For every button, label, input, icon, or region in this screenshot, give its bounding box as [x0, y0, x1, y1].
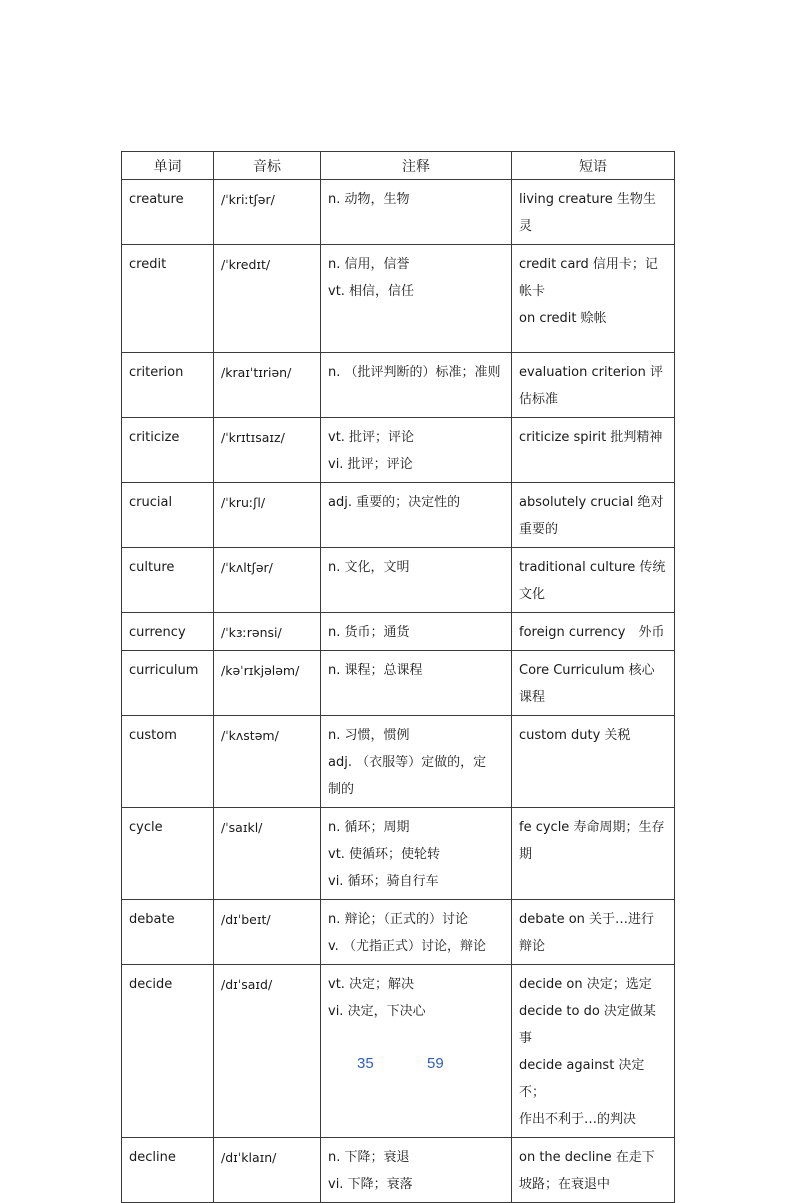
phrase-cell	[512, 651, 675, 716]
gloss-line: vi. 循环；骑自行车	[328, 874, 439, 889]
phonetic-cell: /dɪˈsaɪd/	[214, 965, 321, 1138]
phrase-cell	[512, 808, 675, 900]
gloss-line: vi. 决定，下决心	[328, 1004, 426, 1019]
phrase-line: evaluation criterion 评	[519, 365, 663, 380]
phrase-cell	[512, 716, 675, 808]
phonetic-cell: /kəˈrɪkjələm/	[214, 651, 321, 716]
phrase-line: 坡路；在衰退中	[519, 1177, 611, 1192]
gloss-cell	[321, 651, 512, 716]
phonetic-cell: /kraɪˈtɪriən/	[214, 353, 321, 418]
table-row	[122, 900, 675, 965]
gloss-line: n. 货币；通货	[328, 625, 410, 640]
gloss-cell	[321, 483, 512, 548]
gloss-line: vi. 下降；衰落	[328, 1177, 413, 1192]
gloss-line: vt. 批评；评论	[328, 430, 415, 445]
phrase-line: on credit 赊帐	[519, 311, 607, 326]
phrase-line: 事	[519, 1031, 533, 1046]
gloss-line: n. 辩论；（正式的）讨论	[328, 912, 469, 927]
word-cell: culture	[122, 548, 214, 613]
phrase-cell	[512, 1138, 675, 1203]
phrase-cell	[512, 180, 675, 245]
phrase-line: 重要的	[519, 522, 559, 537]
gloss-line: adj. 重要的；决定性的	[328, 495, 461, 510]
phonetic-cell: /ˈkruːʃl/	[214, 483, 321, 548]
phrase-cell	[512, 353, 675, 418]
word-cell: crucial	[122, 483, 214, 548]
gloss-line: n. 习惯，惯例	[328, 728, 410, 743]
phrase-cell	[512, 245, 675, 353]
word-cell: credit	[122, 245, 214, 353]
phrase-line: decide against 决定不；	[519, 1058, 645, 1100]
phrase-cell	[512, 900, 675, 965]
phrase-cell	[512, 483, 675, 548]
gloss-line: n. 课程；总课程	[328, 663, 423, 678]
gloss-line: n. 下降；衰退	[328, 1150, 410, 1165]
table-row	[122, 353, 675, 418]
phrase-line: 帐卡	[519, 284, 546, 299]
gloss-line: v. （尤指正式）讨论，辩论	[328, 939, 486, 954]
table-row	[122, 180, 675, 245]
gloss-cell	[321, 900, 512, 965]
gloss-line: vt. 相信，信任	[328, 284, 415, 299]
gloss-cell	[321, 613, 512, 651]
phrase-line: foreign currency 外币	[519, 625, 665, 640]
gloss-line: vt. 使循环；使轮转	[328, 847, 441, 862]
table-row	[122, 808, 675, 900]
gloss-cell	[321, 1138, 512, 1203]
phrase-cell	[512, 548, 675, 613]
phrase-line: living creature 生物生灵	[519, 192, 656, 234]
phrase-line: decide to do 决定做某	[519, 1004, 656, 1019]
gloss-cell	[321, 180, 512, 245]
page-number-left: 35	[357, 1055, 374, 1072]
phrase-cell	[512, 965, 675, 1138]
gloss-cell	[321, 245, 512, 353]
vocabulary-table	[121, 151, 675, 1203]
table-row	[122, 716, 675, 808]
phrase-line: 辩论	[519, 939, 546, 954]
gloss-line: adj. （衣服等）定做的，定	[328, 755, 487, 770]
phrase-line: debate on 关于…进行	[519, 912, 655, 927]
phrase-line: custom duty 关税	[519, 728, 631, 743]
phonetic-cell: /ˈkrɪtɪsaɪz/	[214, 418, 321, 483]
phrase-line: on the decline 在走下	[519, 1150, 655, 1165]
phrase-line: absolutely crucial 绝对	[519, 495, 664, 510]
gloss-line: 制的	[328, 782, 355, 797]
table-body	[122, 180, 675, 1203]
phrase-cell	[512, 613, 675, 651]
phrase-line: 课程	[519, 690, 546, 705]
header-phonetic: 音标	[214, 152, 321, 180]
phrase-cell	[512, 418, 675, 483]
phrase-line: 期	[519, 847, 533, 862]
table-row	[122, 245, 675, 353]
table-row	[122, 613, 675, 651]
word-cell: custom	[122, 716, 214, 808]
word-cell: decide	[122, 965, 214, 1138]
gloss-cell	[321, 716, 512, 808]
table-row	[122, 651, 675, 716]
phrase-line: Core Curriculum 核心	[519, 663, 655, 678]
page-number-right: 59	[427, 1055, 444, 1072]
word-cell: cycle	[122, 808, 214, 900]
phonetic-cell: /ˈkʌltʃər/	[214, 548, 321, 613]
table-row	[122, 483, 675, 548]
gloss-cell	[321, 808, 512, 900]
table-row	[122, 1138, 675, 1203]
phonetic-cell: /ˈkriːtʃər/	[214, 180, 321, 245]
word-cell: decline	[122, 1138, 214, 1203]
table-row	[122, 548, 675, 613]
phrase-line: criticize spirit 批判精神	[519, 430, 663, 445]
phrase-line: 文化	[519, 587, 546, 602]
phrase-line: 估标准	[519, 392, 559, 407]
gloss-line: n. （批评判断的）标准；准则	[328, 365, 501, 380]
phrase-line: fe cycle 寿命周期；生存	[519, 820, 665, 835]
gloss-line: n. 信用，信誉	[328, 257, 410, 272]
header-gloss: 注释	[321, 152, 512, 180]
phonetic-cell: /ˈsaɪkl/	[214, 808, 321, 900]
gloss-line: vt. 决定；解决	[328, 977, 415, 992]
phonetic-cell: /ˈkʌstəm/	[214, 716, 321, 808]
word-cell: criterion	[122, 353, 214, 418]
gloss-line: vi. 批评；评论	[328, 457, 413, 472]
gloss-line: n. 循环；周期	[328, 820, 410, 835]
word-cell: creature	[122, 180, 214, 245]
gloss-cell	[321, 548, 512, 613]
gloss-cell	[321, 353, 512, 418]
phonetic-cell: /dɪˈklaɪn/	[214, 1138, 321, 1203]
table-row	[122, 965, 675, 1138]
word-cell: curriculum	[122, 651, 214, 716]
table-row	[122, 418, 675, 483]
phonetic-cell: /dɪˈbeɪt/	[214, 900, 321, 965]
table-header-row	[122, 152, 675, 180]
gloss-line: n. 文化，文明	[328, 560, 410, 575]
page-footer	[0, 1055, 800, 1077]
header-word: 单词	[122, 152, 214, 180]
header-phrase: 短语	[512, 152, 675, 180]
gloss-line: n. 动物，生物	[328, 192, 410, 207]
phrase-line: traditional culture 传统	[519, 560, 666, 575]
phrase-line: decide on 决定；选定	[519, 977, 652, 992]
phrase-line: 作出不利于…的判决	[519, 1112, 637, 1127]
phrase-line: credit card 信用卡；记	[519, 257, 658, 272]
gloss-cell	[321, 418, 512, 483]
phonetic-cell: /ˈkɜːrənsi/	[214, 613, 321, 651]
phonetic-cell: /ˈkredɪt/	[214, 245, 321, 353]
gloss-cell	[321, 965, 512, 1138]
word-cell: debate	[122, 900, 214, 965]
word-cell: currency	[122, 613, 214, 651]
word-cell: criticize	[122, 418, 214, 483]
